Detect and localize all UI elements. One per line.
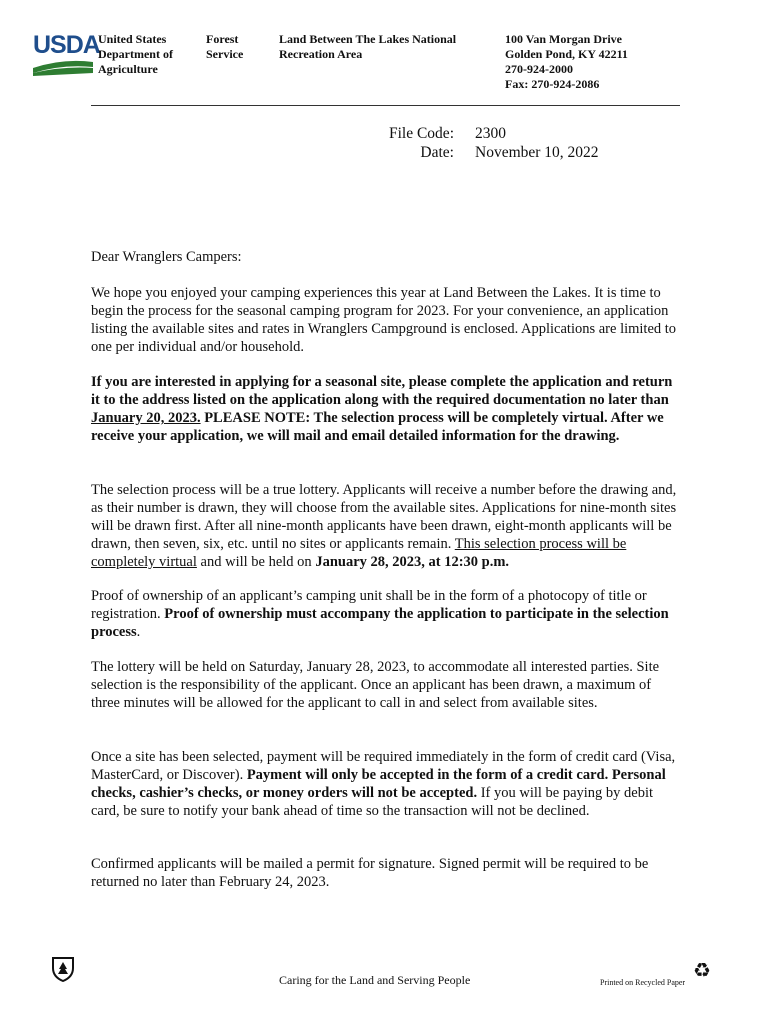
recycled-paper-note: Printed on Recycled Paper (600, 978, 686, 987)
paragraph-lottery-date: The lottery will be held on Saturday, January 28, 2023, to accommodate all interested parties. Site selection is the responsibility of the applicant. Once an applicant has been drawn, a maximum of three minutes will be allowed for the applicant to call in and select from available sites. (91, 659, 660, 711)
usda-logo-swoosh (33, 58, 93, 76)
office-address: 100 Van Morgan Drive Golden Pond, KY 42211 270-924-2000 Fax: 270-924-2086 (505, 32, 628, 91)
unit-name: Land Between The Lakes National Recreation Area (279, 32, 457, 61)
header-rule (91, 105, 680, 106)
footer-motto: Caring for the Land and Serving People (279, 973, 471, 987)
service-name: Forest Service (206, 32, 244, 61)
forest-service-shield-icon (51, 956, 75, 982)
date-value: November 10, 2022 (475, 144, 599, 161)
paragraph-lottery-process: The selection process will be a true lottery. Applicants will receive a number before the drawing and, as their number is drawn, they will choose from the available sites. Applications for nine-month sites will be drawn first. After all nine-month applicants have been drawn, eight-month applicants will be drawn, then seven, six, etc. until no sites or applicants remain. This selection process will be completely virtual and will be held on January 28, 2023, at 12:30 p.m. (91, 482, 677, 570)
file-code-value: 2300 (475, 125, 506, 142)
paragraph-permit: Confirmed applicants will be mailed a permit for signature. Signed permit will be required to be returned no later than February 24, 2023. (91, 856, 649, 890)
paragraph-intro: We hope you enjoyed your camping experiences this year at Land Between the Lakes. It is time to begin the process for the seasonal camping program for 2023. For your convenience, an application listing the available sites and rates in Wranglers Campground is enclosed. Applications are limited to one per individual and/or household. (91, 285, 677, 355)
paragraph-proof-of-ownership: Proof of ownership of an applicant’s camping unit shall be in the form of a photocopy of title or registration. Proof of ownership must accompany the application to participate in the selection process. (91, 588, 669, 640)
lottery-datetime: January 28, 2023, at 12:30 p.m. (315, 554, 510, 570)
deadline-date: January 20, 2023. (91, 410, 201, 426)
file-code-label: File Code: (388, 125, 454, 142)
virtual-selection-note: This selection process will be completely virtual (91, 536, 627, 570)
usda-logo (33, 31, 100, 78)
salutation: Dear Wranglers Campers: (91, 249, 242, 265)
recycle-icon: ♻ (693, 958, 711, 982)
paragraph-application-deadline: If you are interested in applying for a seasonal site, please complete the application and return it to the address listed on the application along with the required documentation no later than January 20, 2023. PLEASE NOTE: The selection process will be completely virtual. After we receive your application, we will mail and email detailed information for the drawing. (91, 374, 673, 444)
agency-name: United States Department of Agriculture (98, 32, 173, 76)
paragraph-payment: Once a site has been selected, payment will be required immediately in the form of credit card (Visa, MasterCard, or Discover). Payment will only be accepted in the form of a credit card. Personal checks, cashier’s checks, or money orders will not be accepted. If you will be paying by debit card, be sure to notify your bank ahead of time so the transaction will not be declined. (91, 749, 676, 819)
date-label: Date: (420, 144, 454, 161)
usda-logo-text: USDA (33, 31, 100, 59)
